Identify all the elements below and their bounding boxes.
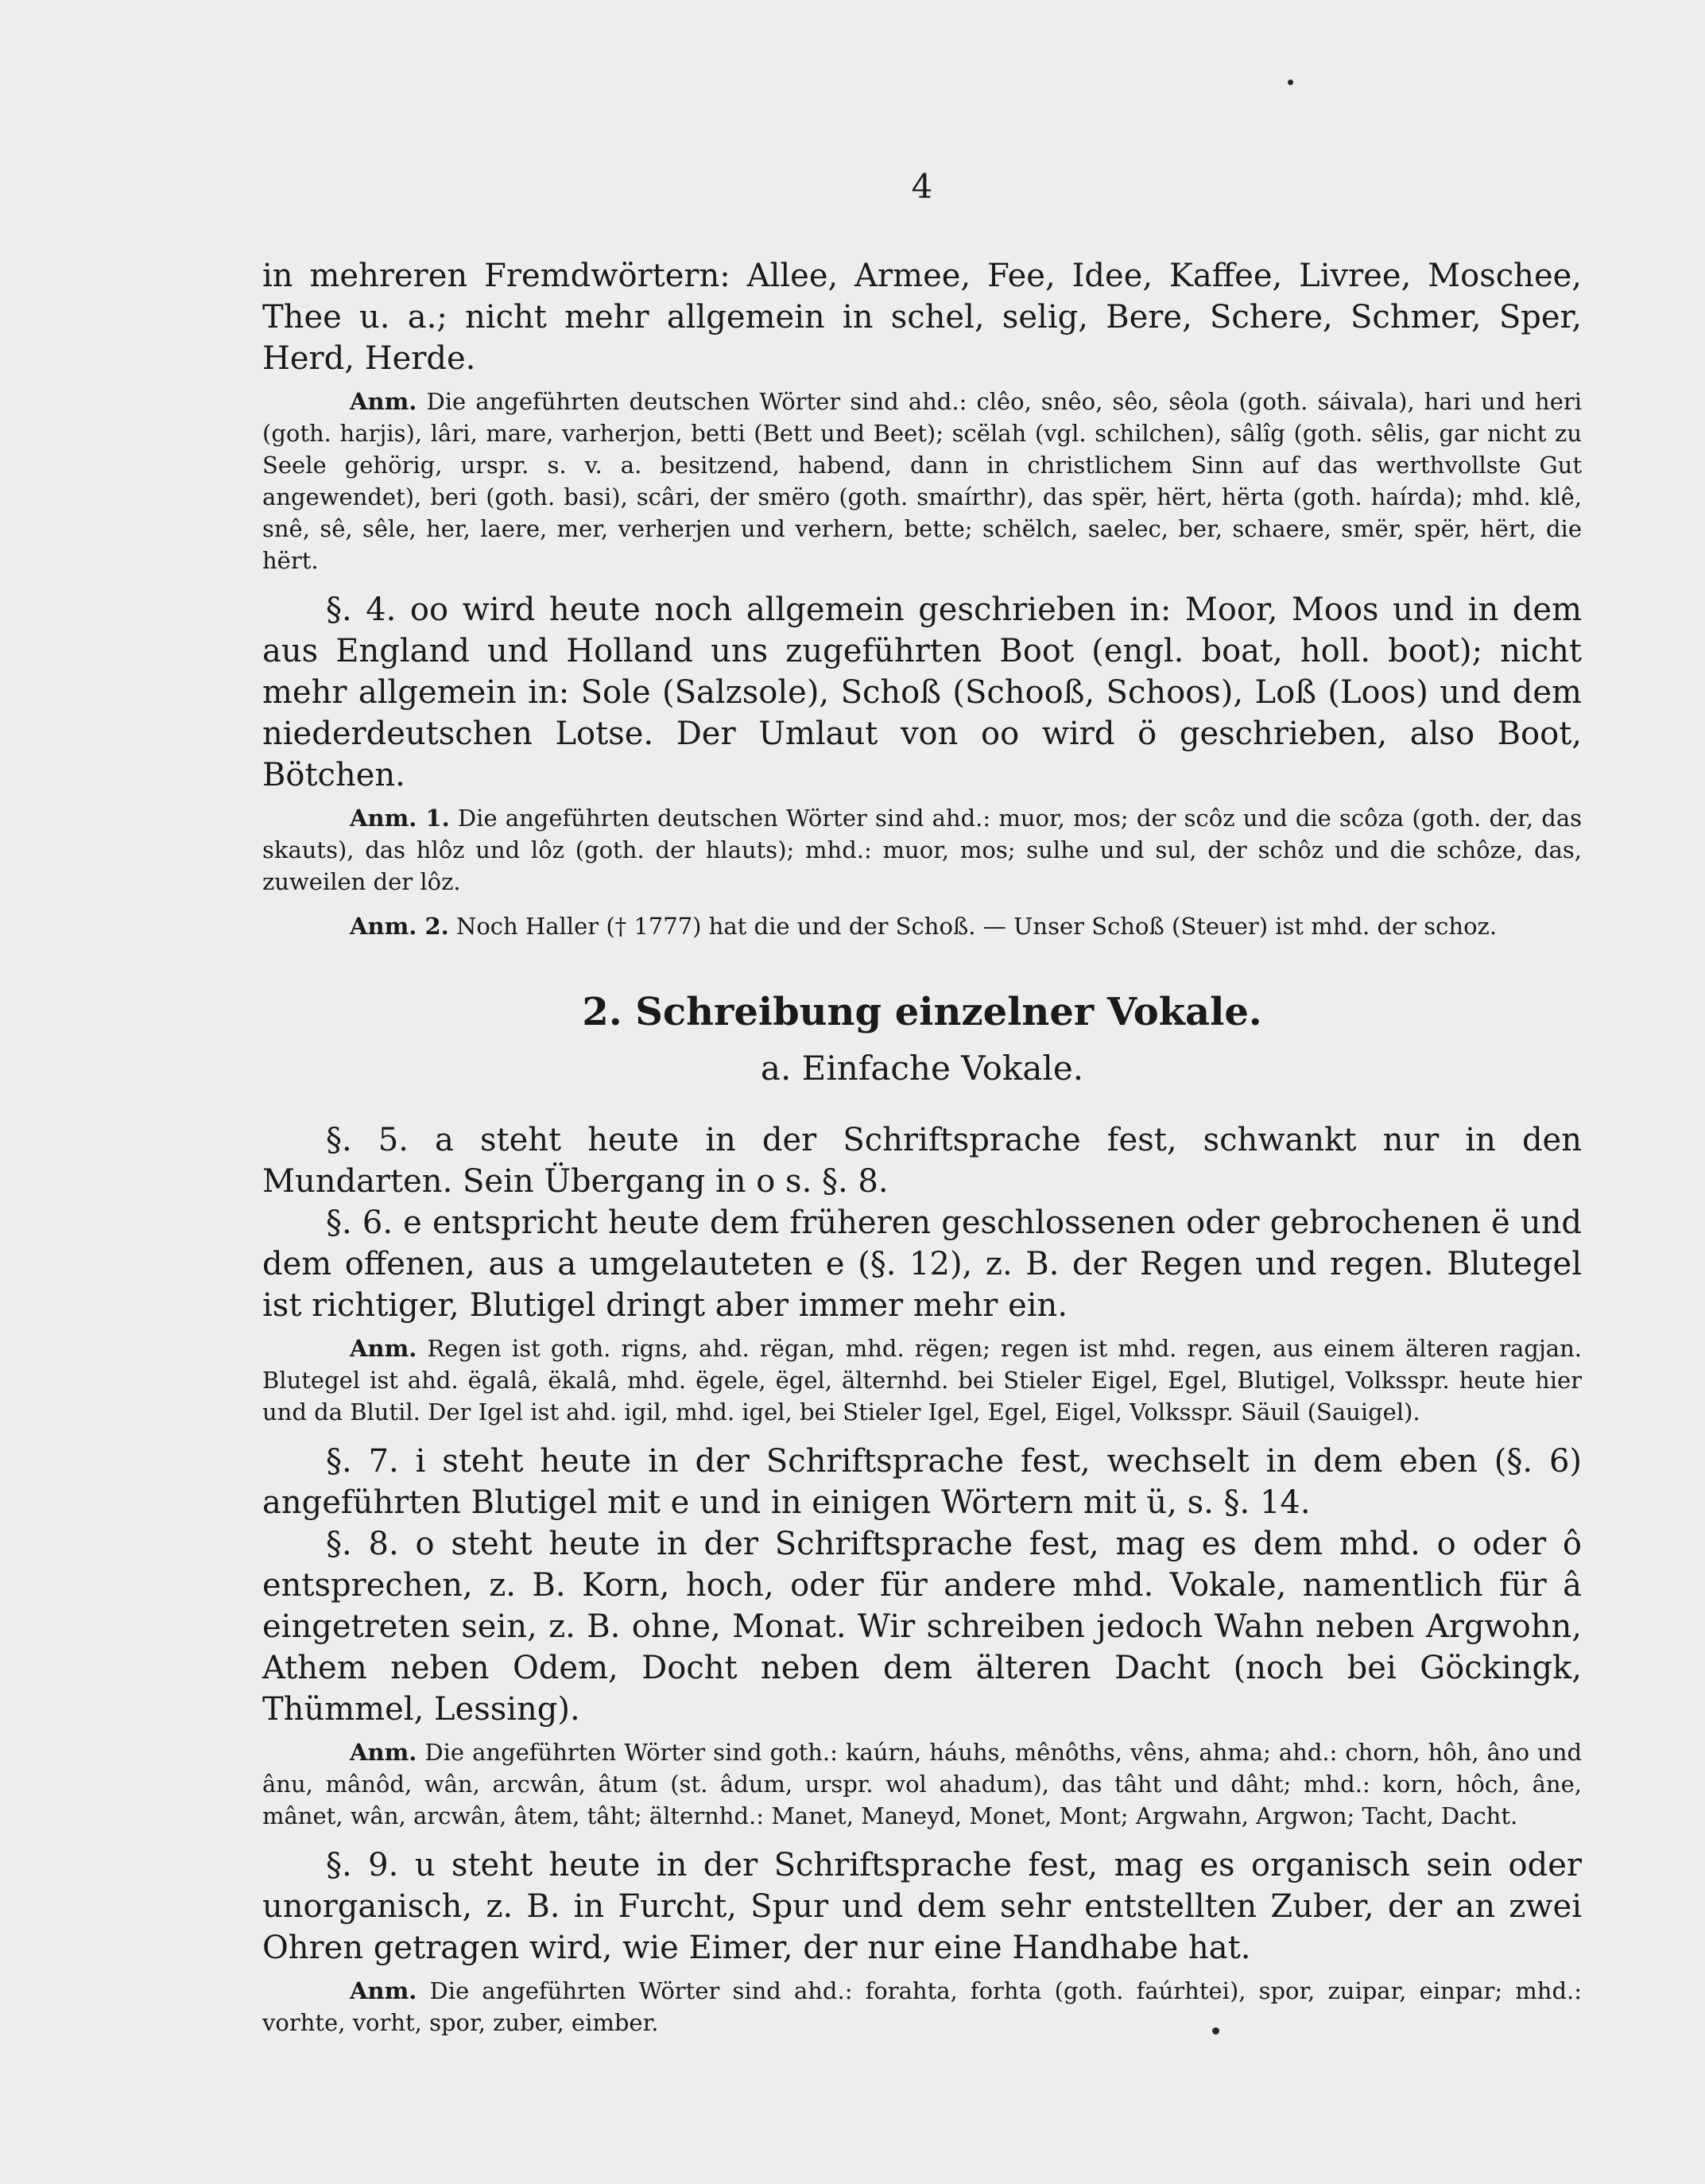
ink-speck-top <box>1288 80 1293 85</box>
section-heading: 2. Schreibung einzelner Vokale. <box>582 990 1262 1034</box>
paragraph-section-4: §. 4. oo wird heute noch allgemein geschrieben in: Moor, Moos und in dem aus England und Holland uns zugeführten Boot (engl. boat, holl. boot); nicht mehr allgemein in: Sole (Salzsole), Schoß (Schooß, Schoos), Loß (Loos) und dem niederdeutschen Lotse. Der Umlaut von oo wird ö geschrieben, also Boot, Bötchen. <box>262 592 1582 793</box>
note-anm-6 <box>262 1975 1582 2039</box>
note-label: Anm. 1. <box>350 805 450 832</box>
document-page <box>262 159 1582 2051</box>
paragraph-section-9: §. 9. u steht heute in der Schriftsprache fest, mag es organisch sein oder unorganisch, z. B. in Furcht, Spur und dem sehr entstellten Zuber, der an zwei Ohren getragen wird, wie Eimer, der nur eine Handhabe hat. <box>262 1847 1582 1966</box>
note-text: Die angeführten deutschen Wörter sind ahd.: clêo, snêo, sêo, sêola (goth. sáivala), hari und heri (goth. harjis), lâri, mare, varherjon, betti (Bett und Beet); scëlah (vgl. schilchen), sâlîg (goth. sêlis, gar nicht zu Seele gehörig, urspr. s. v. a. besitzend, habend, dann in christlichem Sinn auf das werthvollste Gut angewendet), beri (goth. basi), scâri, der smëro (goth. smaírthr), das spër, hërt, hërta (goth. haírda); mhd. klê, snê, sê, sêle, her, laere, mer, verherjen und verhern, bette; schëlch, saelec, ber, schaere, smër, spër, hërt, die hërt. <box>262 388 1582 574</box>
note-label: Anm. <box>350 388 417 415</box>
note-anm-4 <box>262 1333 1582 1428</box>
note-anm-3 <box>262 910 1582 942</box>
note-text: Noch Haller († 1777) hat die und der Schoß. — Unser Schoß (Steuer) ist mhd. der schoz. <box>455 913 1498 940</box>
note-label: Anm. <box>350 1739 417 1766</box>
note-text: Die angeführten Wörter sind ahd.: forahta, forhta (goth. faúrhtei), spor, zuipar, einpar; mhd.: vorhte, vorht, spor, zuber, eimber. <box>262 1977 1582 2036</box>
note-label: Anm. 2. <box>350 913 449 940</box>
note-text: Die angeführten deutschen Wörter sind ahd.: muor, mos; der scôz und die scôza (goth. der, das skauts), das hlôz und lôz (goth. der hlauts); mhd.: muor, mos; sulhe und sul, der schôz und die schôze, das, zuweilen der lôz. <box>262 805 1582 895</box>
note-anm-1 <box>262 386 1582 576</box>
note-text: Regen ist goth. rigns, ahd. rëgan, mhd. rëgen; regen ist mhd. regen, aus einem älteren ragjan. Blutegel ist ahd. ëgalâ, ëkalâ, mhd. ëgele, ëgel, älternhd. bei Stieler Eigel, Egel, Blutigel, Volksspr. heute hier und da Blutil. Der Igel ist ahd. igil, mhd. igel, bei Stieler Igel, Egel, Eigel, Volksspr. Säuil (Sauigel). <box>262 1335 1582 1426</box>
page-number: 4 <box>911 167 933 206</box>
ink-speck-bottom <box>1212 2027 1219 2035</box>
note-anm-2 <box>262 802 1582 898</box>
section-subheading: a. Einfache Vokale. <box>760 1049 1084 1088</box>
note-label: Anm. <box>350 1977 417 2004</box>
paragraph-section-8: §. 8. o steht heute in der Schriftsprache fest, mag es dem mhd. o oder ô entsprechen, z. B. Korn, hoch, oder für andere mhd. Vokale, namentlich für â eingetreten sein, z. B. ohne, Monat. Wir schreiben jedoch Wahn neben Argwohn, Athem neben Odem, Docht neben dem älteren Dacht (noch bei Göckingk, Thümmel, Lessing). <box>262 1526 1582 1728</box>
paragraph-section-6: §. 6. e entspricht heute dem früheren geschlossenen oder gebrochenen ë und dem offenen, aus a umgelauteten e (§. 12), z. B. der Regen und regen. Blutegel ist richtiger, Blutigel dringt aber immer mehr ein. <box>262 1204 1582 1324</box>
paragraph-section-5: §. 5. a steht heute in der Schriftsprache fest, schwankt nur in den Mundarten. Sein Übergang in o s. §. 8. <box>262 1122 1582 1200</box>
paragraph-fremdwoerter: in mehreren Fremdwörtern: Allee, Armee, Fee, Idee, Kaffee, Livree, Moschee, Thee u. a.; nicht mehr allgemein in schel, selig, Bere, Schere, Schmer, Sper, Herd, Herde. <box>262 258 1582 377</box>
paragraph-section-7: §. 7. i steht heute in der Schriftsprache fest, wechselt in dem eben (§. 6) angeführten Blutigel mit e und in einigen Wörtern mit ü, s. §. 14. <box>262 1443 1582 1521</box>
note-label: Anm. <box>350 1335 417 1362</box>
note-text: Die angeführten Wörter sind goth.: kaúrn, háuhs, mênôths, vêns, ahma; ahd.: chorn, hôh, âno und ânu, mânôd, wân, arcwân, âtum (st. âdum, urspr. wol ahadum), das tâht und dâht; mhd.: korn, hôch, âne, mânet, wân, arcwân, âtem, tâht; älternhd.: Manet, Maneyd, Monet, Mont; Argwahn, Argwon; Tacht, Dacht. <box>262 1739 1583 1829</box>
note-anm-5 <box>262 1736 1582 1832</box>
